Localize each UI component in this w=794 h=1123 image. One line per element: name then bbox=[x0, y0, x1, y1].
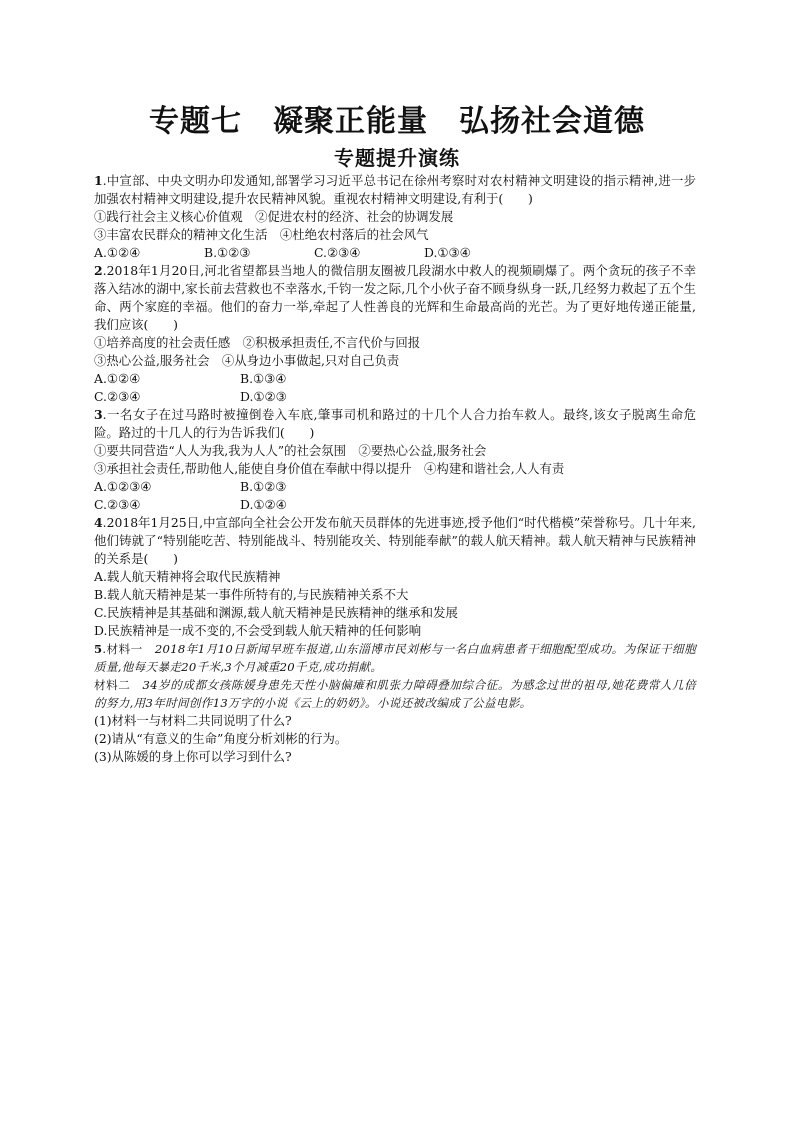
statement-line: ③承担社会责任,帮助他人,能使自身价值在奉献中得以提升 ④构建和谐社会,人人有责 bbox=[94, 461, 565, 476]
option-a[interactable]: A.载人航天精神将会取代民族精神 bbox=[94, 569, 281, 584]
question-1 bbox=[94, 172, 696, 208]
question-stem: .中宣部、中央文明办印发通知,部署学习习近平总书记在徐州考察时对农村精神文明建设的指示精神,进一步加强农村精神文明建设,提升农民精神风貌。重视农村精神文明建设,有利于( ) bbox=[94, 173, 696, 206]
option-b[interactable]: B.①③④ bbox=[240, 371, 287, 386]
question-list bbox=[94, 172, 696, 766]
sub-question-2: (2)请从“有意义的生命”角度分析刘彬的行为。 bbox=[94, 731, 348, 746]
statement-line: ③丰富农民群众的精神文化生活 ④杜绝农村落后的社会风气 bbox=[94, 227, 429, 242]
question-5-material-2 bbox=[94, 676, 696, 712]
question-number: 1 bbox=[94, 173, 103, 188]
answer-options bbox=[94, 496, 696, 514]
option-c[interactable]: C.民族精神是其基础和渊源,载人航天精神是民族精神的继承和发展 bbox=[94, 605, 458, 620]
question-2 bbox=[94, 262, 696, 334]
option-c[interactable]: C.②③④ bbox=[94, 497, 141, 512]
option-b[interactable]: B.载人航天精神是某一事件所特有的,与民族精神关系不大 bbox=[94, 587, 409, 602]
sub-question-3: (3)从陈媛的身上你可以学习到什么? bbox=[94, 749, 292, 764]
option-b[interactable]: B.①②③ bbox=[240, 479, 287, 494]
option-d[interactable]: D.①③④ bbox=[424, 245, 471, 260]
material-text: 34岁的成都女孩陈媛身患先天性小脑偏瘫和肌张力障碍叠加综合征。为感念过世的祖母,她花费常人几倍的努力,用3年时间创作13万字的小说《云上的奶奶》。小说还被改编成了公益电影。 bbox=[94, 678, 696, 710]
answer-options bbox=[94, 478, 696, 496]
question-number: 2 bbox=[94, 263, 103, 278]
option-c[interactable]: C.②③④ bbox=[94, 389, 141, 404]
question-3 bbox=[94, 406, 696, 442]
option-c[interactable]: C.②③④ bbox=[314, 245, 361, 260]
answer-options bbox=[94, 370, 696, 388]
question-4 bbox=[94, 514, 696, 568]
question-stem: .2018年1月25日,中宣部向全社会公开发布航天员群体的先进事迹,授予他们“时代楷模”荣誉称号。几十年来,他们铸就了“特别能吃苦、特别能战斗、特别能攻关、特别能奉献”的载人航天精神。载人航天精神与民族精神的关系是( ) bbox=[94, 515, 696, 566]
sub-question-1: (1)材料一与材料二共同说明了什么? bbox=[94, 713, 292, 728]
material-text: 2018年1月10日新闻早班车报道,山东淄博市民刘彬与一名白血病患者干细胞配型成功。为保证干细胞质量,他每天暴走20千米,3个月减重20千克,成功捐献。 bbox=[94, 642, 696, 674]
statement-line: ①践行社会主义核心价值观 ②促进农村的经济、社会的协调发展 bbox=[94, 209, 454, 224]
question-number: 5 bbox=[94, 642, 103, 656]
option-b[interactable]: B.①②③ bbox=[204, 245, 251, 260]
question-5-material-1 bbox=[94, 640, 696, 676]
option-d[interactable]: D.民族精神是一成不变的,不会受到载人航天精神的任何影响 bbox=[94, 623, 422, 638]
answer-options bbox=[94, 388, 696, 406]
question-number: 4 bbox=[94, 515, 103, 530]
option-d[interactable]: D.①②③ bbox=[240, 389, 287, 404]
material-label: 材料二 bbox=[94, 678, 131, 692]
option-a[interactable]: A.①②④ bbox=[94, 371, 141, 386]
answer-options bbox=[94, 244, 696, 262]
option-d[interactable]: D.①②④ bbox=[240, 497, 287, 512]
statement-line: ①培养高度的社会责任感 ②积极承担责任,不言代价与回报 bbox=[94, 335, 421, 350]
option-a[interactable]: A.①②④ bbox=[94, 245, 141, 260]
statement-line: ③热心公益,服务社会 ④从身边小事做起,只对自己负责 bbox=[94, 353, 400, 368]
question-stem: .一名女子在过马路时被撞倒卷入车底,肇事司机和路过的十几个人合力抬车救人。最终,该女子脱离生命危险。路过的十几人的行为告诉我们( ) bbox=[94, 407, 696, 440]
page-subtitle: 专题提升演练 bbox=[334, 146, 460, 170]
statement-line: ①要共同营造“人人为我,我为人人”的社会氛围 ②要热心公益,服务社会 bbox=[94, 443, 487, 458]
material-label: .材料一 bbox=[102, 642, 143, 656]
question-stem: .2018年1月20日,河北省望都县当地人的微信朋友圈被几段湖水中救人的视频刷爆了。两个贪玩的孩子不幸落入结冰的湖中,家长前去营救也不幸落水,千钧一发之际,几个小伙子奋不顾身纵身一跃,几经努力救起了五个生命、两个家庭的幸福。他们的奋力一举,牵起了人性善良的光辉和生命最高尚的光芒。为了更好地传递正能量,我们应该( ) bbox=[94, 263, 696, 332]
question-number: 3 bbox=[94, 407, 103, 422]
page-title: 专题七 凝聚正能量 弘扬社会道德 bbox=[149, 104, 645, 139]
option-a[interactable]: A.①②③④ bbox=[94, 479, 152, 494]
